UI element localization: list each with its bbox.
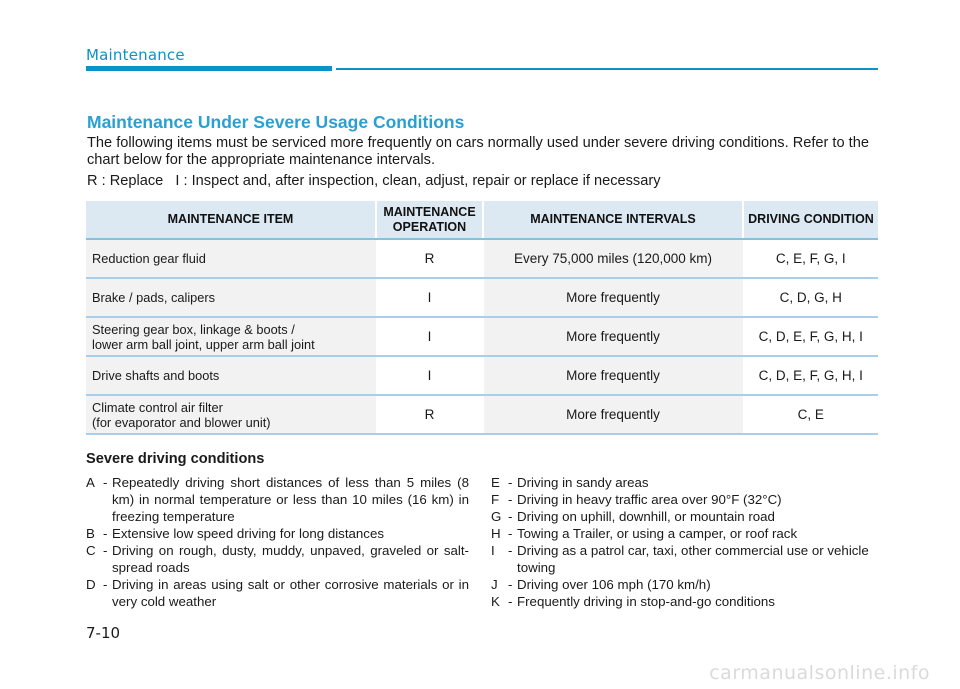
cell-condition: C, D, E, F, G, H, I bbox=[743, 356, 878, 395]
conditions-title: Severe driving conditions bbox=[86, 451, 265, 467]
cell-operation: R bbox=[376, 395, 483, 434]
condition-text: Driving on uphill, downhill, or mountain road bbox=[517, 509, 775, 524]
cell-interval: Every 75,000 miles (120,000 km) bbox=[483, 239, 743, 278]
conditions-list-right bbox=[491, 474, 879, 610]
table-header-row bbox=[86, 201, 878, 239]
cell-interval: More frequently bbox=[483, 278, 743, 317]
list-item bbox=[491, 474, 879, 491]
cell-item bbox=[86, 356, 376, 395]
list-item bbox=[86, 525, 469, 542]
header-rule-thick bbox=[86, 66, 332, 71]
header-driving-condition: DRIVING CONDITION bbox=[743, 201, 878, 239]
condition-dash: - bbox=[508, 543, 513, 558]
header-maintenance-intervals: MAINTENANCE INTERVALS bbox=[483, 201, 743, 239]
condition-letter: F bbox=[491, 492, 500, 507]
list-item bbox=[491, 525, 879, 542]
table-row bbox=[86, 317, 878, 356]
condition-text: Driving in areas using salt or other corrosive materials or in very cold weather bbox=[112, 577, 469, 609]
list-item bbox=[491, 576, 879, 593]
condition-dash: - bbox=[508, 577, 513, 592]
item-line: Steering gear box, linkage & boots / bbox=[92, 321, 295, 337]
condition-text: Driving in sandy areas bbox=[517, 475, 649, 490]
operation-legend: R : Replace I : Inspect and, after inspection, clean, adjust, repair or replace if necessary bbox=[87, 173, 661, 189]
condition-dash: - bbox=[103, 475, 108, 490]
condition-letter: D bbox=[86, 577, 96, 592]
condition-letter: K bbox=[491, 594, 500, 609]
condition-letter: H bbox=[491, 526, 501, 541]
list-item bbox=[491, 508, 879, 525]
condition-text: Extensive low speed driving for long distances bbox=[112, 526, 384, 541]
header-rule-thin bbox=[336, 68, 878, 70]
list-item bbox=[86, 542, 469, 576]
cell-item bbox=[86, 239, 376, 278]
cell-item bbox=[86, 317, 376, 356]
page-number: 7-10 bbox=[86, 624, 121, 642]
condition-dash: - bbox=[508, 594, 513, 609]
condition-dash: - bbox=[508, 509, 513, 524]
condition-dash: - bbox=[103, 543, 108, 558]
item-line: Brake / pads, calipers bbox=[92, 290, 216, 305]
condition-dash: - bbox=[103, 577, 108, 592]
cell-operation: R bbox=[376, 239, 483, 278]
condition-text: Driving as a patrol car, taxi, other commercial use or vehicle towing bbox=[517, 543, 869, 575]
condition-letter: C bbox=[86, 543, 96, 558]
section-title: Maintenance Under Severe Usage Conditions bbox=[87, 112, 465, 132]
condition-text: Repeatedly driving short distances of less than 5 miles (8 km) in normal temperature or less than 10 miles (16 km) in freezing temperature bbox=[112, 475, 469, 524]
item-line: (for evaporator and blower unit) bbox=[92, 414, 271, 430]
cell-interval: More frequently bbox=[483, 395, 743, 434]
table-row bbox=[86, 239, 878, 278]
condition-letter: A bbox=[86, 475, 95, 490]
cell-operation: I bbox=[376, 278, 483, 317]
condition-letter: J bbox=[491, 577, 498, 592]
cell-interval: More frequently bbox=[483, 317, 743, 356]
table-row bbox=[86, 278, 878, 317]
cell-condition: C, D, E, F, G, H, I bbox=[743, 317, 878, 356]
list-item bbox=[491, 593, 879, 610]
list-item bbox=[86, 474, 469, 525]
condition-letter: G bbox=[491, 509, 502, 524]
cell-condition: C, E, F, G, I bbox=[743, 239, 878, 278]
page-header-title: Maintenance bbox=[86, 46, 185, 64]
header-maintenance-item: MAINTENANCE ITEM bbox=[86, 201, 376, 239]
item-line: Drive shafts and boots bbox=[92, 368, 220, 383]
item-line: lower arm ball joint, upper arm ball joint bbox=[92, 336, 315, 352]
cell-operation: I bbox=[376, 356, 483, 395]
condition-letter: E bbox=[491, 475, 500, 490]
condition-text: Towing a Trailer, or using a camper, or roof rack bbox=[517, 526, 798, 541]
item-line: Climate control air filter bbox=[92, 399, 223, 415]
condition-letter: B bbox=[86, 526, 95, 541]
table-row bbox=[86, 356, 878, 395]
condition-dash: - bbox=[103, 526, 108, 541]
cell-condition: C, D, G, H bbox=[743, 278, 878, 317]
condition-letter: I bbox=[491, 543, 495, 558]
table-row bbox=[86, 395, 878, 434]
watermark-text: carmanualsonline.info bbox=[709, 662, 930, 684]
condition-dash: - bbox=[508, 475, 513, 490]
cell-condition: C, E bbox=[743, 395, 878, 434]
condition-dash: - bbox=[508, 526, 513, 541]
condition-text: Driving on rough, dusty, muddy, unpaved, graveled or salt-spread roads bbox=[112, 543, 469, 575]
conditions-list-left bbox=[86, 474, 469, 610]
intro-paragraph: The following items must be serviced more frequently on cars normally used under severe driving conditions. Refer to the chart below for the appropriate maintenance intervals. bbox=[87, 135, 869, 168]
list-item bbox=[491, 491, 879, 508]
cell-interval: More frequently bbox=[483, 356, 743, 395]
cell-item bbox=[86, 278, 376, 317]
list-item bbox=[491, 542, 879, 576]
condition-text: Frequently driving in stop-and-go conditions bbox=[517, 594, 775, 609]
cell-item bbox=[86, 395, 376, 434]
item-line: Reduction gear fluid bbox=[92, 251, 206, 266]
header-maintenance-operation: MAINTENANCE OPERATION bbox=[376, 201, 483, 239]
cell-operation: I bbox=[376, 317, 483, 356]
maintenance-table bbox=[86, 201, 878, 435]
list-item bbox=[86, 576, 469, 610]
condition-text: Driving in heavy traffic area over 90°F (32°C) bbox=[517, 492, 782, 507]
condition-text: Driving over 106 mph (170 km/h) bbox=[517, 577, 711, 592]
condition-dash: - bbox=[508, 492, 513, 507]
